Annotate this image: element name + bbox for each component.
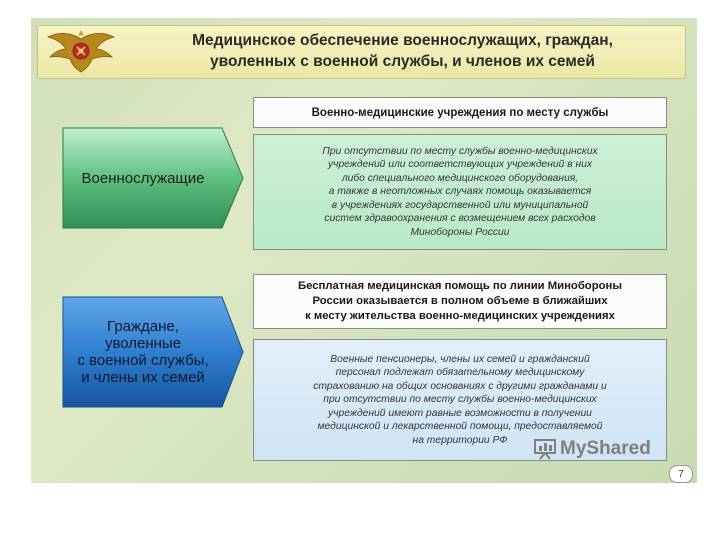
header-line: России оказывается в полном объеме в ближайших <box>312 295 608 307</box>
title-line-2: уволенных с военной службы, и членов их семей <box>210 53 595 70</box>
watermark <box>533 438 651 460</box>
details-line: при отсутствии по месту службы военно-медицинских <box>323 394 597 406</box>
category-citizens-line: Граждане, <box>107 318 179 335</box>
watermark-text: MyShared <box>560 438 651 459</box>
details-servicemen <box>253 134 667 250</box>
details-line: медицинской и лекарственной помощи, предоставляемой <box>317 421 603 433</box>
presentation-board-icon <box>533 438 557 460</box>
page-number: 7 <box>669 465 693 483</box>
page-title <box>130 30 675 72</box>
details-line: Минобороны России <box>410 226 510 238</box>
details-line: Военные пенсионеры, члены их семей и гражданский <box>330 353 590 365</box>
header-free-medical-care <box>253 274 667 329</box>
title-line-1: Медицинское обеспечение военнослужащих, граждан, <box>192 32 613 49</box>
details-line: персонал подлежат обязательному медицинскому <box>335 367 585 379</box>
details-line: При отсутствии по месту службы военно-медицинских <box>322 145 598 157</box>
header-line: к месту жительства военно-медицинских учреждениях <box>305 310 615 322</box>
details-line: страхованию на общих основаниях с другими гражданами и <box>313 380 607 392</box>
category-servicemen: Военнослужащие <box>81 169 205 187</box>
details-line: на территории РФ <box>412 434 508 446</box>
category-citizens <box>62 296 224 408</box>
details-line: учреждений имеют равные возможности в получении <box>328 407 592 419</box>
category-citizens-line: с военной службы, <box>77 352 209 369</box>
details-line: систем здравоохранения с возмещением всех расходов <box>324 213 596 225</box>
eagle-emblem-icon <box>44 27 118 75</box>
details-line: либо специального медицинского оборудования, <box>341 172 579 184</box>
details-line: в учреждениях государственной или муниципальной <box>331 199 589 211</box>
category-citizens-line: уволенные <box>104 335 182 352</box>
header-line: Бесплатная медицинская помощь по линии Минобороны <box>298 280 622 292</box>
category-citizens-line: и члены их семей <box>81 369 205 386</box>
header-military-medical-institutions: Военно-медицинские учреждения по месту службы <box>253 97 667 128</box>
details-line: а также в неотложных случаях помощь оказывается <box>328 186 592 198</box>
details-line: учреждений или соответствующих учреждений в них <box>327 159 593 171</box>
